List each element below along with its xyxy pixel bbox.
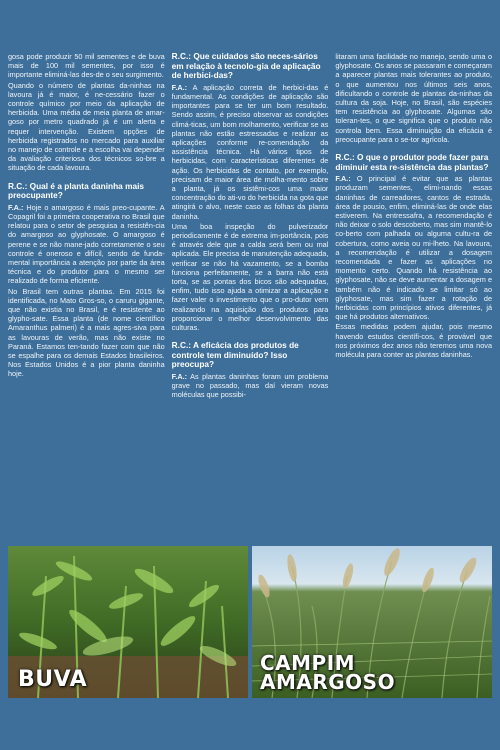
paragraph: Essas medidas podem ajudar, pois mesmo havendo estudos científi-cos, é provável que nos próximos dez anos não teremos uma nova molécula para conter as plantas daninhas. <box>335 322 493 360</box>
photo-strip <box>8 546 492 698</box>
answer-paragraph <box>8 203 165 286</box>
paragraph: Quando o número de plantas da-ninhas na lavoura já é maior, é ne-cessário fazer o controle químico por meio da aplicação de herbicida. Uma média de meia planta de amar-goso por metro quadrado já é um alerta e requer intervenção. Existem opções de herbicida registrados no mercado para auxiliar no manejo de controle e a escolha vai depender da avaliação criteriosa dos técnicos so-bre a situação de cada lavoura. <box>8 80 165 173</box>
paragraph: Uma boa inspeção do pulverizador periodicamente é de extrema im-portância, pois é através dele que a calda será bem ou mal aplicada. Ele precisa de manutenção adequada, verificar se não há vazamento, se a bomba funciona perfeitamente, se a barra não está torta, se as pontas dos bicos são adequadas, enfim, tudo isso ajuda a otimizar a aplicação e fazer valer o investimento que o pro-dutor vem realizando na aquisição dos produtos para proporcionar o melhor desenvolvimento das culturas. <box>171 221 329 333</box>
campim-label-line-2: AMARGOSO <box>260 670 396 694</box>
paragraph: gosa pode produzir 50 mil sementes e de buva mais de 100 mil sementes, por isso é importante eliminá-las des-de o seu surgimento. <box>8 52 165 80</box>
column-3 <box>335 52 492 542</box>
question-heading: R.C.: Que cuidados são neces-sários em relação à tecnolo-gia de aplicação de herbici-das? <box>171 52 321 81</box>
answer-text: O principal é evitar que as plantas produzam sementes, elimi-nando essas daninhas de carreadores, cantos de estrada, área de pousio, enfim, eliminá-las de onde elas estiverem. Na entressafra, a recomendação é não deixar o solo descoberto, mas sim mantê-lo co-berto com palhada ou alguma cultu-ra de cobertura, como aveia ou mi-lheto. Na lavoura, a recomendação é utilizar a dosagem recomendada e fazer as aplicações no momento certo. Quando há resistência ao glyphosate, não se deve aumentar a dosagem e também não é indicado se limitar só ao glyphosate, mas sim fazer a rotação de herbicidas com princípios ativos diferentes, já que há produtos alternativos. <box>335 174 493 322</box>
question-heading: R.C.: O que o produtor pode fazer para diminuir esta re-sistência das plantas? <box>335 152 489 172</box>
answer-paragraph <box>172 372 329 400</box>
buva-label: BUVA <box>18 667 88 692</box>
answer-lead: F.A.: <box>171 372 188 382</box>
answer-text: As plantas daninhas foram um problema grave no passado, mas daí vieram novas moléculas que possibi- <box>171 372 329 400</box>
campim-amargoso-photo <box>252 546 492 698</box>
answer-lead: F.A.: <box>8 202 24 212</box>
answer-paragraph <box>335 174 492 321</box>
paragraph: litaram uma facilidade no manejo, sendo uma o glyphosate. Os anos se passaram e começaram a aparecer plantas mais tolerantes ao produto, o que aumentou nos últimos seis anos, dificultando o controle de plantas da-ninhas da cultura da soja. Hoje, no Brasil, são espécies tem resistência ao glyphosate. Algumas são toleran-tes, o que significa que o produto não controla bem. Essa diminuição da eficácia é preocupante para o se-tor agrícola. <box>335 52 493 144</box>
campim-amargoso-label <box>260 651 396 694</box>
answer-paragraph <box>172 83 329 221</box>
column-2 <box>172 52 329 542</box>
answer-lead: F.A.: <box>335 174 351 184</box>
question-heading: R.C.: A eficácia dos produtos de controle tem diminuído? Isso preocupa? <box>171 340 299 370</box>
article-columns <box>8 52 492 542</box>
paragraph: No Brasil tem outras plantas. Em 2015 foi identificada, no Mato Gros-so, o caruru gigante, que não existia no Brasil, e é resistente ao glypho-sate. Essa planta (de nome científico Amaranthus palmeri) é a mais agres-siva para as lavouras de verão, mas não existe no Paraná. Estamos ten-tando fazer com que não se espalhe para os demais Estados brasileiros. Nos Estados Unidos é a pior planta daninha hoje. <box>8 286 165 379</box>
campim-label-line-1: CAMPIM <box>260 651 356 675</box>
answer-lead: F.A.: <box>171 82 188 92</box>
answer-text: Hoje o amargoso é mais preo-cupante. A Copagril foi a primeira cooperativa no Brasil que relatou para o setor de pesquisa a resistên-cia do amargoso ao glyphosate. O amargoso é perene e se não mane-jado corretamente o seu controle é oneroso e difícil, sendo de funda-mental importância a atenção por parte da área técnica e do produtor para o mesmo ser realizado de forma eficiente. <box>8 202 165 286</box>
answer-text: A aplicação correta de herbici-das é fundamental. As condições de aplicação são importantes para se ter um bom resultado. Sendo assim, é preciso observar as condições climá-ticas, um bom molhamento, verificar se as plantas não estão estressadas e realizar as aplicações conforme re-comendação da assistência técnica. Há vários tipos de herbicidas, com características diferentes de ação. Os herbicidas de contato, por exemplo, precisam de maior área de molha-mento sobre a planta, já os sistêmi-cos uma maior concentração do ati-vo do herbicida na gota que atingirá o alvo, neste caso as folhas da planta daninha. <box>171 82 329 221</box>
column-1 <box>8 52 165 542</box>
question-heading: R.C.: Qual é a planta daninha mais preocupante? <box>8 180 145 201</box>
buva-photo <box>8 546 248 698</box>
